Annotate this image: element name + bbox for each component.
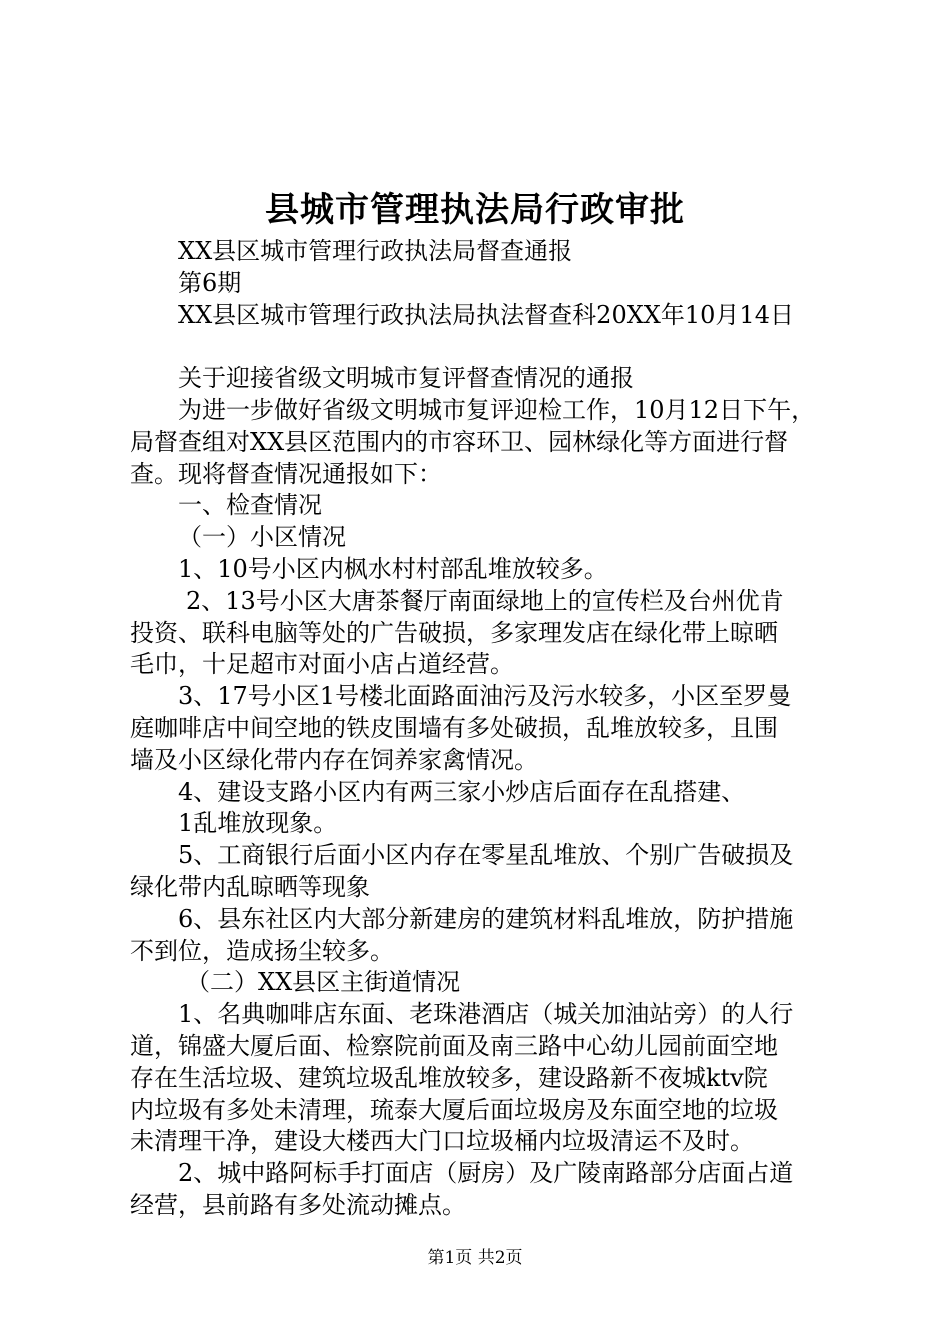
intro-line: 查。现将督查情况通报如下： bbox=[130, 459, 442, 488]
list-item-cont: 存在生活垃圾、建筑垃圾乱堆放较多，建设路新不夜城ktv院 bbox=[130, 1063, 768, 1092]
list-item-cont: 毛巾，十足超市对面小店占道经营。 bbox=[130, 650, 514, 679]
list-item: 5、工商银行后面小区内存在零星乱堆放、个别广告破损及 bbox=[178, 841, 794, 870]
list-item-cont: 绿化带内乱晾晒等现象 bbox=[130, 872, 370, 901]
list-item-cont: 道，锦盛大厦后面、检察院前面及南三路中心幼儿园前面空地 bbox=[130, 1031, 778, 1060]
list-item: 2、城中路阿标手打面店（厨房）及广陵南路部分店面占道 bbox=[178, 1159, 794, 1188]
list-item-cont: 经营，县前路有多处流动摊点。 bbox=[130, 1190, 466, 1219]
document-title: 县城市管理执法局行政审批 bbox=[265, 190, 685, 230]
header-line-issue: 第6期 bbox=[178, 268, 242, 297]
list-item-cont: 未清理干净，建设大楼西大门口垃圾桶内垃圾清运不及时。 bbox=[130, 1127, 754, 1156]
list-item: 1、10号小区内枫水村村部乱堆放较多。 bbox=[178, 554, 608, 583]
intro-line: 局督查组对XX县区范围内的市容环卫、园林绿化等方面进行督 bbox=[130, 427, 789, 456]
blank-line bbox=[130, 331, 832, 363]
list-item: 3、17号小区1号楼北面路面油污及污水较多，小区至罗曼 bbox=[178, 682, 792, 711]
header-line-date: XX县区城市管理行政执法局执法督查科20XX年10月14日 bbox=[178, 300, 794, 329]
subsection-heading: （一）小区情况 bbox=[178, 523, 346, 552]
section-heading: 一、检查情况 bbox=[178, 491, 322, 520]
intro-line: 为进一步做好省级文明城市复评迎检工作，10月12日下午， bbox=[178, 395, 816, 424]
list-item-cont: 1乱堆放现象。 bbox=[178, 809, 338, 838]
list-item-cont: 不到位，造成扬尘较多。 bbox=[130, 936, 394, 965]
header-line-bulletin: XX县区城市管理行政执法局督查通报 bbox=[178, 237, 573, 265]
list-item: 2、13号小区大唐茶餐厅南面绿地上的宣传栏及台州优肯 bbox=[186, 586, 784, 615]
list-item-cont: 墙及小区绿化带内存在饲养家禽情况。 bbox=[130, 745, 538, 774]
page-number: 第1页 共2页 bbox=[427, 1248, 523, 1268]
list-item: 4、建设支路小区内有两三家小炒店后面存在乱搭建、 bbox=[178, 777, 746, 806]
notice-title: 关于迎接省级文明城市复评督查情况的通报 bbox=[178, 364, 634, 393]
subsection-heading: （二）XX县区主街道情况 bbox=[186, 968, 461, 997]
list-item-cont: 投资、联科电脑等处的广告破损，多家理发店在绿化带上晾晒 bbox=[130, 618, 778, 647]
list-item: 1、名典咖啡店东面、老珠港酒店（城关加油站旁）的人行 bbox=[178, 1000, 794, 1029]
list-item: 6、县东社区内大部分新建房的建筑材料乱堆放，防护措施 bbox=[178, 904, 794, 933]
document-body bbox=[130, 236, 832, 1222]
list-item-cont: 内垃圾有多处未清理，琉泰大厦后面垃圾房及东面空地的垃圾 bbox=[130, 1095, 778, 1124]
list-item-cont: 庭咖啡店中间空地的铁皮围墙有多处破损，乱堆放较多，且围 bbox=[130, 713, 778, 742]
